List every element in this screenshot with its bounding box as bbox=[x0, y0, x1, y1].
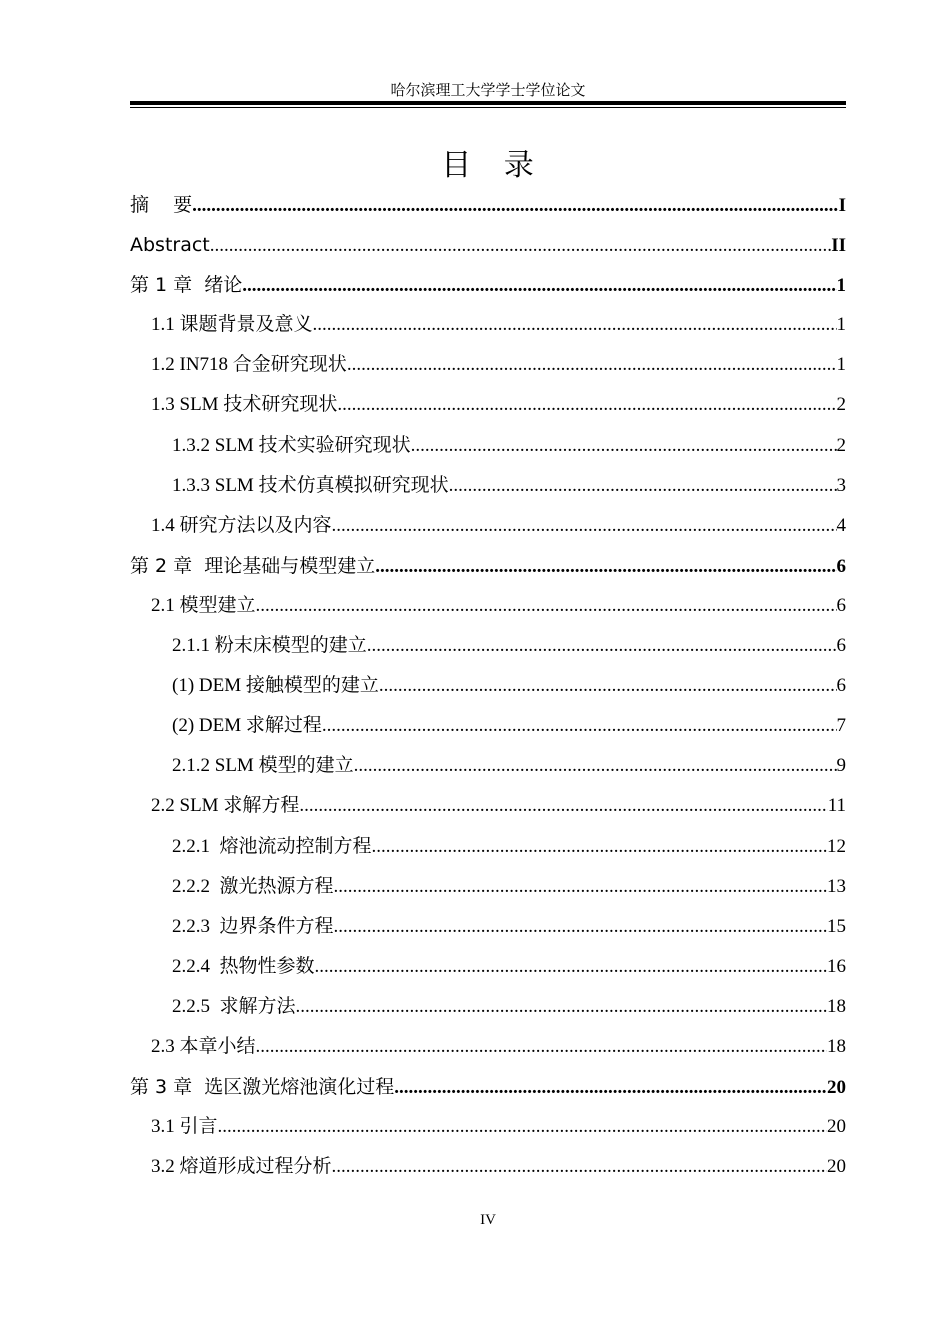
dot-leader bbox=[354, 746, 837, 786]
toc-entry[interactable] bbox=[130, 907, 846, 947]
toc-entry-page: 4 bbox=[836, 514, 846, 536]
dot-leader bbox=[315, 947, 827, 987]
toc-entry[interactable] bbox=[130, 626, 846, 666]
toc-entry[interactable] bbox=[130, 947, 846, 987]
toc-entry-page: 6 bbox=[836, 594, 846, 616]
dot-leader bbox=[256, 586, 837, 626]
toc-entry-label: 1.4 研究方法以及内容 bbox=[151, 514, 332, 536]
toc-entry-label: 2.2 SLM 求解方程 bbox=[151, 795, 300, 817]
toc-entry-label: 2.1 模型建立 bbox=[151, 594, 256, 616]
toc-entry-label: 2.2.4 热物性参数 bbox=[172, 955, 315, 977]
toc-entry-page: 15 bbox=[827, 915, 846, 937]
toc-entry[interactable] bbox=[130, 586, 846, 626]
toc-entry[interactable] bbox=[130, 305, 846, 345]
toc-entry[interactable] bbox=[130, 666, 846, 706]
table-of-contents bbox=[130, 185, 846, 1187]
toc-entry[interactable] bbox=[130, 987, 846, 1027]
dot-leader bbox=[367, 626, 837, 666]
toc-entry-label: 1.3.2 SLM 技术实验研究现状 bbox=[172, 434, 411, 456]
toc-entry-page: 6 bbox=[836, 675, 846, 697]
toc-entry[interactable] bbox=[130, 1027, 846, 1067]
header-rule-thick bbox=[130, 101, 846, 105]
toc-entry-label: 第 1 章 绪论 bbox=[130, 274, 243, 297]
dot-leader bbox=[332, 1147, 827, 1187]
toc-entry-label: 1.3 SLM 技术研究现状 bbox=[151, 394, 338, 416]
toc-entry-label: 2.1.1 粉末床模型的建立 bbox=[172, 635, 367, 657]
dot-leader bbox=[218, 1107, 827, 1147]
toc-entry[interactable] bbox=[130, 506, 846, 546]
toc-entry-label: 第 3 章 选区激光熔池演化过程 bbox=[130, 1076, 395, 1099]
toc-entry-page: 2 bbox=[836, 434, 846, 456]
toc-entry-label: 2.3 本章小结 bbox=[151, 1035, 256, 1057]
toc-entry-label: 2.2.1 熔池流动控制方程 bbox=[172, 835, 372, 857]
toc-entry-page: 2 bbox=[836, 394, 846, 416]
toc-entry-page: 13 bbox=[827, 875, 846, 897]
toc-entry[interactable] bbox=[130, 706, 846, 746]
toc-entry-label: 1.3.3 SLM 技术仿真模拟研究现状 bbox=[172, 474, 449, 496]
dot-leader bbox=[337, 385, 836, 425]
toc-entry-label: 2.1.2 SLM 模型的建立 bbox=[172, 755, 354, 777]
toc-entry[interactable] bbox=[130, 225, 846, 265]
dot-leader bbox=[242, 266, 836, 306]
toc-entry-page: 11 bbox=[827, 795, 846, 817]
toc-entry[interactable] bbox=[130, 1147, 846, 1187]
toc-entry-page: 6 bbox=[836, 635, 846, 657]
toc-entry-label: 3.2 熔道形成过程分析 bbox=[151, 1156, 332, 1178]
toc-entry-page: II bbox=[831, 235, 846, 257]
toc-entry-page: 20 bbox=[827, 1156, 846, 1178]
toc-entry[interactable] bbox=[130, 827, 846, 867]
toc-entry[interactable] bbox=[130, 1107, 846, 1147]
toc-entry-label: Abstract bbox=[130, 234, 210, 257]
toc-entry[interactable] bbox=[130, 746, 846, 786]
toc-entry-page: 20 bbox=[827, 1077, 846, 1099]
toc-entry-page: 12 bbox=[827, 835, 846, 857]
toc-entry-page: 9 bbox=[836, 755, 846, 777]
toc-entry-label: 3.1 引言 bbox=[151, 1116, 218, 1138]
toc-entry[interactable] bbox=[130, 185, 846, 225]
toc-entry[interactable] bbox=[130, 385, 846, 425]
toc-entry-label: 2.2.2 激光热源方程 bbox=[172, 875, 334, 897]
toc-entry[interactable] bbox=[130, 786, 846, 826]
toc-entry-page: 20 bbox=[827, 1116, 846, 1138]
toc-title: 目 录 bbox=[441, 148, 535, 183]
toc-entry-label: 2.2.5 求解方法 bbox=[172, 995, 296, 1017]
toc-entry-page: 1 bbox=[836, 275, 846, 297]
dot-leader bbox=[394, 1068, 827, 1108]
toc-entry[interactable] bbox=[130, 546, 846, 586]
toc-entry[interactable] bbox=[130, 265, 846, 305]
toc-entry-label: 1.1 课题背景及意义 bbox=[151, 314, 313, 336]
dot-leader bbox=[372, 827, 827, 867]
dot-leader bbox=[299, 786, 827, 826]
dot-leader bbox=[379, 666, 837, 706]
dot-leader bbox=[449, 466, 837, 506]
toc-entry-page: 1 bbox=[836, 314, 846, 336]
dot-leader bbox=[192, 186, 838, 226]
dot-leader bbox=[210, 226, 831, 266]
toc-entry-page: 6 bbox=[836, 555, 846, 577]
toc-entry-label: 2.2.3 边界条件方程 bbox=[172, 915, 334, 937]
toc-entry-page: 1 bbox=[836, 354, 846, 376]
dot-leader bbox=[322, 706, 837, 746]
running-header: 哈尔滨理工大学学士学位论文 bbox=[390, 83, 586, 99]
toc-entry-label: 摘 要 bbox=[130, 194, 193, 216]
toc-entry-page: 16 bbox=[827, 955, 846, 977]
dot-leader bbox=[332, 506, 837, 546]
toc-entry[interactable] bbox=[130, 867, 846, 907]
dot-leader bbox=[313, 305, 837, 345]
toc-entry-label: 第 2 章 理论基础与模型建立 bbox=[130, 554, 376, 577]
toc-entry[interactable] bbox=[130, 466, 846, 506]
page-number: IV bbox=[480, 1212, 496, 1228]
toc-entry[interactable] bbox=[130, 426, 846, 466]
toc-entry-page: 18 bbox=[827, 995, 846, 1017]
toc-entry[interactable] bbox=[130, 1067, 846, 1107]
dot-leader bbox=[347, 345, 837, 385]
dot-leader bbox=[334, 867, 827, 907]
toc-entry-page: I bbox=[838, 195, 846, 216]
header-rule-thin bbox=[130, 107, 846, 108]
toc-entry-page: 18 bbox=[827, 1035, 846, 1057]
toc-entry-page: 7 bbox=[836, 715, 846, 737]
toc-entry-label: (1) DEM 接触模型的建立 bbox=[172, 675, 379, 697]
dot-leader bbox=[296, 987, 827, 1027]
toc-entry-label: (2) DEM 求解过程 bbox=[172, 715, 322, 737]
toc-entry[interactable] bbox=[130, 345, 846, 385]
dot-leader bbox=[334, 907, 827, 947]
dot-leader bbox=[375, 547, 836, 587]
toc-entry-label: 1.2 IN718 合金研究现状 bbox=[151, 354, 347, 376]
dot-leader bbox=[256, 1027, 827, 1067]
toc-entry-page: 3 bbox=[836, 474, 846, 496]
dot-leader bbox=[411, 426, 837, 466]
